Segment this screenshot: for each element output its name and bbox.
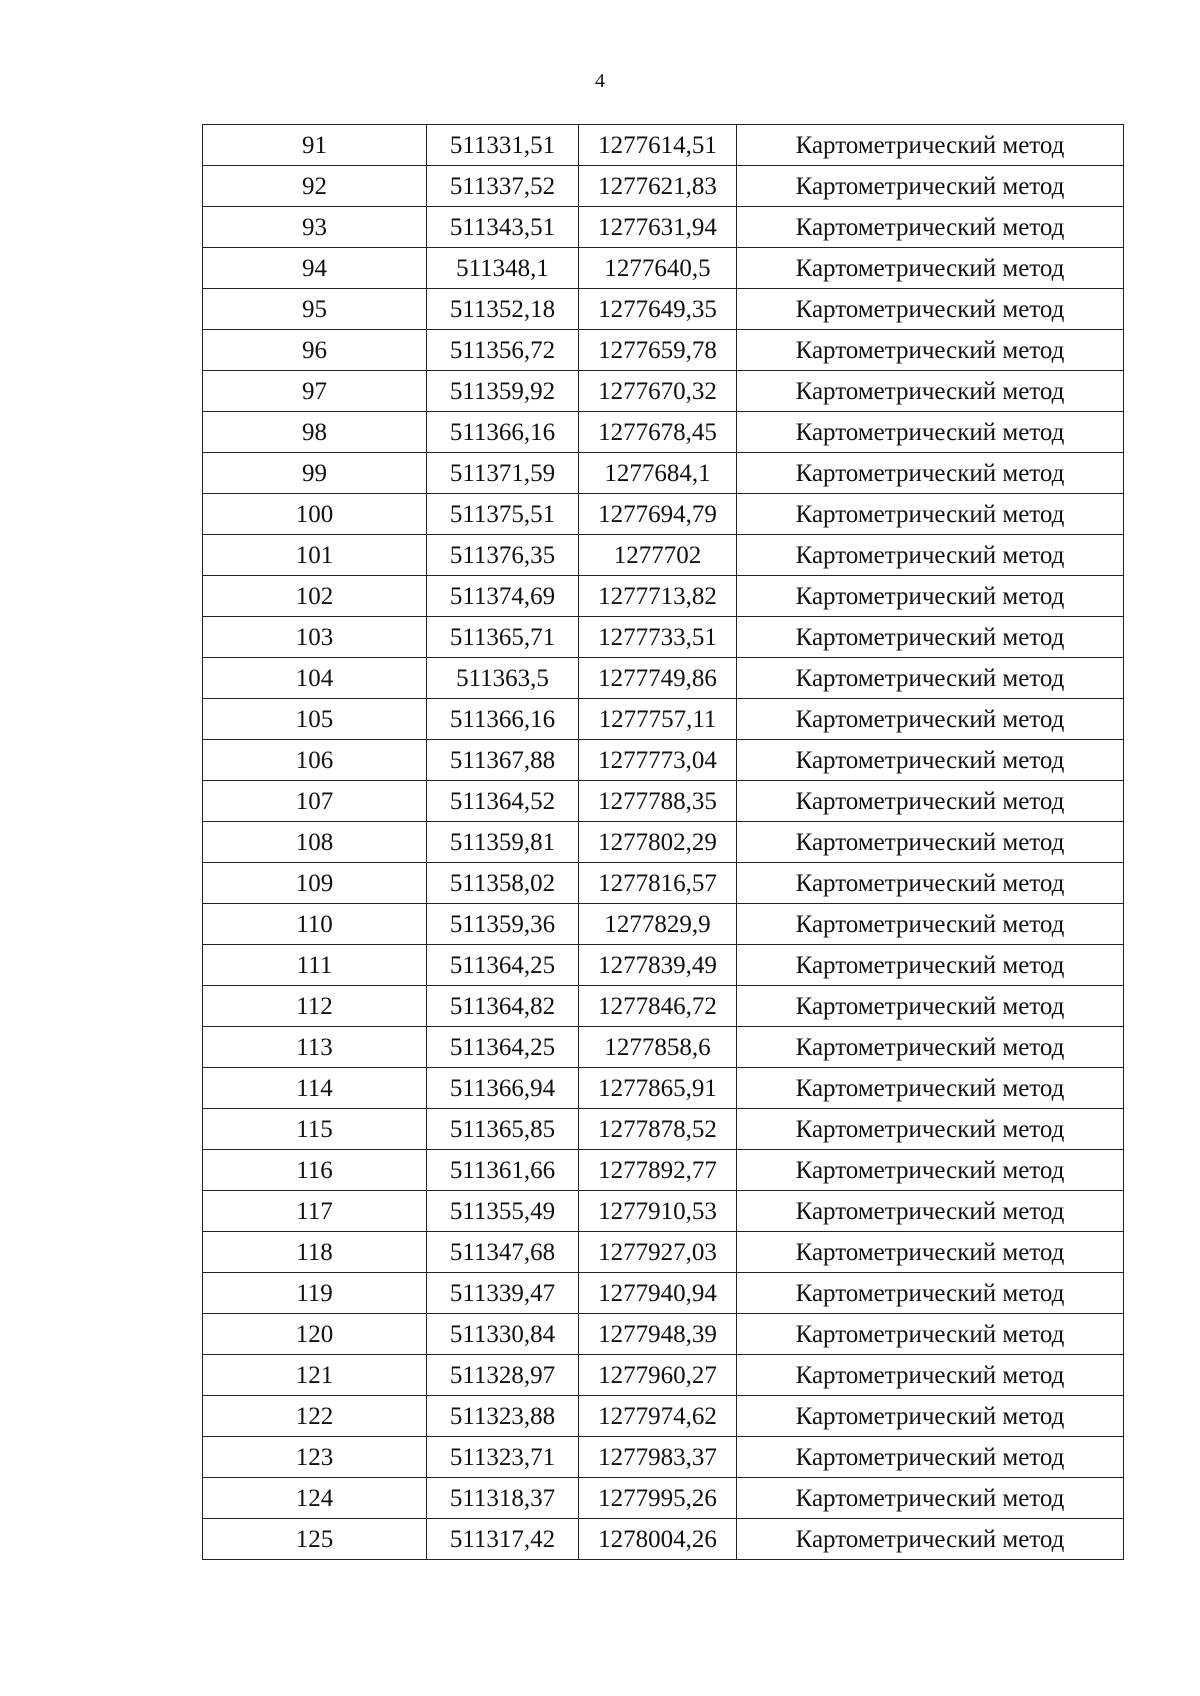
method-cell: Картометрический метод	[737, 576, 1124, 617]
table-row	[203, 576, 1124, 617]
table-row	[203, 371, 1124, 412]
x-coordinate-cell: 511371,59	[427, 453, 579, 494]
point-number-cell: 97	[203, 371, 427, 412]
y-coordinate-cell: 1277713,82	[579, 576, 737, 617]
y-coordinate-cell: 1277678,45	[579, 412, 737, 453]
method-cell: Картометрический метод	[737, 1437, 1124, 1478]
method-cell: Картометрический метод	[737, 904, 1124, 945]
point-number-cell: 99	[203, 453, 427, 494]
method-cell: Картометрический метод	[737, 1519, 1124, 1560]
y-coordinate-cell: 1277865,91	[579, 1068, 737, 1109]
y-coordinate-cell: 1277910,53	[579, 1191, 737, 1232]
method-cell: Картометрический метод	[737, 617, 1124, 658]
table-row	[203, 494, 1124, 535]
table-row	[203, 330, 1124, 371]
y-coordinate-cell: 1277694,79	[579, 494, 737, 535]
point-number-cell: 91	[203, 125, 427, 166]
y-coordinate-cell: 1277684,1	[579, 453, 737, 494]
y-coordinate-cell: 1277640,5	[579, 248, 737, 289]
y-coordinate-cell: 1277614,51	[579, 125, 737, 166]
x-coordinate-cell: 511359,81	[427, 822, 579, 863]
x-coordinate-cell: 511352,18	[427, 289, 579, 330]
point-number-cell: 100	[203, 494, 427, 535]
table-row	[203, 1109, 1124, 1150]
point-number-cell: 98	[203, 412, 427, 453]
point-number-cell: 115	[203, 1109, 427, 1150]
point-number-cell: 103	[203, 617, 427, 658]
x-coordinate-cell: 511359,92	[427, 371, 579, 412]
x-coordinate-cell: 511366,16	[427, 412, 579, 453]
point-number-cell: 93	[203, 207, 427, 248]
y-coordinate-cell: 1277702	[579, 535, 737, 576]
table-row	[203, 945, 1124, 986]
x-coordinate-cell: 511355,49	[427, 1191, 579, 1232]
x-coordinate-cell: 511376,35	[427, 535, 579, 576]
table-row	[203, 1355, 1124, 1396]
method-cell: Картометрический метод	[737, 1478, 1124, 1519]
y-coordinate-cell: 1277983,37	[579, 1437, 737, 1478]
point-number-cell: 101	[203, 535, 427, 576]
point-number-cell: 122	[203, 1396, 427, 1437]
table-row	[203, 986, 1124, 1027]
point-number-cell: 112	[203, 986, 427, 1027]
table-row	[203, 1519, 1124, 1560]
x-coordinate-cell: 511367,88	[427, 740, 579, 781]
method-cell: Картометрический метод	[737, 412, 1124, 453]
y-coordinate-cell: 1277878,52	[579, 1109, 737, 1150]
table-row	[203, 1027, 1124, 1068]
x-coordinate-cell: 511364,52	[427, 781, 579, 822]
method-cell: Картометрический метод	[737, 822, 1124, 863]
x-coordinate-cell: 511347,68	[427, 1232, 579, 1273]
y-coordinate-cell: 1277749,86	[579, 658, 737, 699]
table-row	[203, 1273, 1124, 1314]
method-cell: Картометрический метод	[737, 1314, 1124, 1355]
y-coordinate-cell: 1277858,6	[579, 1027, 737, 1068]
x-coordinate-cell: 511366,16	[427, 699, 579, 740]
x-coordinate-cell: 511348,1	[427, 248, 579, 289]
page-number: 4	[595, 70, 605, 92]
y-coordinate-cell: 1277816,57	[579, 863, 737, 904]
table-row	[203, 1478, 1124, 1519]
table-row	[203, 289, 1124, 330]
table-row	[203, 822, 1124, 863]
method-cell: Картометрический метод	[737, 1396, 1124, 1437]
y-coordinate-cell: 1277649,35	[579, 289, 737, 330]
point-number-cell: 123	[203, 1437, 427, 1478]
table-row	[203, 863, 1124, 904]
x-coordinate-cell: 511318,37	[427, 1478, 579, 1519]
method-cell: Картометрический метод	[737, 1273, 1124, 1314]
point-number-cell: 124	[203, 1478, 427, 1519]
coordinates-table	[202, 124, 1124, 1560]
method-cell: Картометрический метод	[737, 1355, 1124, 1396]
y-coordinate-cell: 1277839,49	[579, 945, 737, 986]
point-number-cell: 125	[203, 1519, 427, 1560]
x-coordinate-cell: 511374,69	[427, 576, 579, 617]
method-cell: Картометрический метод	[737, 248, 1124, 289]
method-cell: Картометрический метод	[737, 453, 1124, 494]
point-number-cell: 118	[203, 1232, 427, 1273]
x-coordinate-cell: 511317,42	[427, 1519, 579, 1560]
method-cell: Картометрический метод	[737, 863, 1124, 904]
method-cell: Картометрический метод	[737, 535, 1124, 576]
method-cell: Картометрический метод	[737, 125, 1124, 166]
x-coordinate-cell: 511343,51	[427, 207, 579, 248]
point-number-cell: 108	[203, 822, 427, 863]
method-cell: Картометрический метод	[737, 207, 1124, 248]
y-coordinate-cell: 1277846,72	[579, 986, 737, 1027]
point-number-cell: 94	[203, 248, 427, 289]
x-coordinate-cell: 511337,52	[427, 166, 579, 207]
x-coordinate-cell: 511339,47	[427, 1273, 579, 1314]
table-row	[203, 617, 1124, 658]
point-number-cell: 96	[203, 330, 427, 371]
y-coordinate-cell: 1277960,27	[579, 1355, 737, 1396]
method-cell: Картометрический метод	[737, 1150, 1124, 1191]
table-row	[203, 781, 1124, 822]
table-row	[203, 1396, 1124, 1437]
table-row	[203, 1437, 1124, 1478]
point-number-cell: 117	[203, 1191, 427, 1232]
y-coordinate-cell: 1277927,03	[579, 1232, 737, 1273]
coordinates-table-body	[203, 125, 1124, 1560]
table-row	[203, 207, 1124, 248]
table-row	[203, 248, 1124, 289]
x-coordinate-cell: 511365,85	[427, 1109, 579, 1150]
method-cell: Картометрический метод	[737, 494, 1124, 535]
x-coordinate-cell: 511375,51	[427, 494, 579, 535]
method-cell: Картометрический метод	[737, 1191, 1124, 1232]
x-coordinate-cell: 511330,84	[427, 1314, 579, 1355]
y-coordinate-cell: 1277892,77	[579, 1150, 737, 1191]
table-row	[203, 166, 1124, 207]
point-number-cell: 92	[203, 166, 427, 207]
table-row	[203, 904, 1124, 945]
table-row	[203, 1068, 1124, 1109]
point-number-cell: 102	[203, 576, 427, 617]
y-coordinate-cell: 1277995,26	[579, 1478, 737, 1519]
y-coordinate-cell: 1277631,94	[579, 207, 737, 248]
table-row	[203, 535, 1124, 576]
x-coordinate-cell: 511359,36	[427, 904, 579, 945]
table-row	[203, 1232, 1124, 1273]
method-cell: Картометрический метод	[737, 371, 1124, 412]
table-row	[203, 699, 1124, 740]
method-cell: Картометрический метод	[737, 986, 1124, 1027]
method-cell: Картометрический метод	[737, 658, 1124, 699]
x-coordinate-cell: 511364,25	[427, 945, 579, 986]
y-coordinate-cell: 1277733,51	[579, 617, 737, 658]
x-coordinate-cell: 511323,71	[427, 1437, 579, 1478]
table-row	[203, 1191, 1124, 1232]
point-number-cell: 121	[203, 1355, 427, 1396]
y-coordinate-cell: 1277621,83	[579, 166, 737, 207]
point-number-cell: 120	[203, 1314, 427, 1355]
table-row	[203, 658, 1124, 699]
table-row	[203, 740, 1124, 781]
point-number-cell: 114	[203, 1068, 427, 1109]
method-cell: Картометрический метод	[737, 1068, 1124, 1109]
x-coordinate-cell: 511358,02	[427, 863, 579, 904]
x-coordinate-cell: 511356,72	[427, 330, 579, 371]
method-cell: Картометрический метод	[737, 1109, 1124, 1150]
x-coordinate-cell: 511364,82	[427, 986, 579, 1027]
point-number-cell: 113	[203, 1027, 427, 1068]
point-number-cell: 95	[203, 289, 427, 330]
y-coordinate-cell: 1277788,35	[579, 781, 737, 822]
method-cell: Картометрический метод	[737, 1232, 1124, 1273]
y-coordinate-cell: 1277802,29	[579, 822, 737, 863]
y-coordinate-cell: 1277659,78	[579, 330, 737, 371]
table-row	[203, 125, 1124, 166]
y-coordinate-cell: 1277670,32	[579, 371, 737, 412]
table-row	[203, 453, 1124, 494]
point-number-cell: 111	[203, 945, 427, 986]
method-cell: Картометрический метод	[737, 740, 1124, 781]
x-coordinate-cell: 511364,25	[427, 1027, 579, 1068]
y-coordinate-cell: 1277829,9	[579, 904, 737, 945]
point-number-cell: 116	[203, 1150, 427, 1191]
point-number-cell: 107	[203, 781, 427, 822]
table-row	[203, 1314, 1124, 1355]
point-number-cell: 109	[203, 863, 427, 904]
y-coordinate-cell: 1278004,26	[579, 1519, 737, 1560]
method-cell: Картометрический метод	[737, 945, 1124, 986]
method-cell: Картометрический метод	[737, 289, 1124, 330]
point-number-cell: 110	[203, 904, 427, 945]
method-cell: Картометрический метод	[737, 699, 1124, 740]
method-cell: Картометрический метод	[737, 330, 1124, 371]
table-row	[203, 412, 1124, 453]
point-number-cell: 119	[203, 1273, 427, 1314]
x-coordinate-cell: 511323,88	[427, 1396, 579, 1437]
method-cell: Картометрический метод	[737, 166, 1124, 207]
y-coordinate-cell: 1277757,11	[579, 699, 737, 740]
x-coordinate-cell: 511365,71	[427, 617, 579, 658]
y-coordinate-cell: 1277974,62	[579, 1396, 737, 1437]
point-number-cell: 105	[203, 699, 427, 740]
point-number-cell: 104	[203, 658, 427, 699]
x-coordinate-cell: 511361,66	[427, 1150, 579, 1191]
x-coordinate-cell: 511328,97	[427, 1355, 579, 1396]
y-coordinate-cell: 1277773,04	[579, 740, 737, 781]
x-coordinate-cell: 511366,94	[427, 1068, 579, 1109]
method-cell: Картометрический метод	[737, 781, 1124, 822]
y-coordinate-cell: 1277948,39	[579, 1314, 737, 1355]
x-coordinate-cell: 511331,51	[427, 125, 579, 166]
point-number-cell: 106	[203, 740, 427, 781]
method-cell: Картометрический метод	[737, 1027, 1124, 1068]
x-coordinate-cell: 511363,5	[427, 658, 579, 699]
table-row	[203, 1150, 1124, 1191]
y-coordinate-cell: 1277940,94	[579, 1273, 737, 1314]
